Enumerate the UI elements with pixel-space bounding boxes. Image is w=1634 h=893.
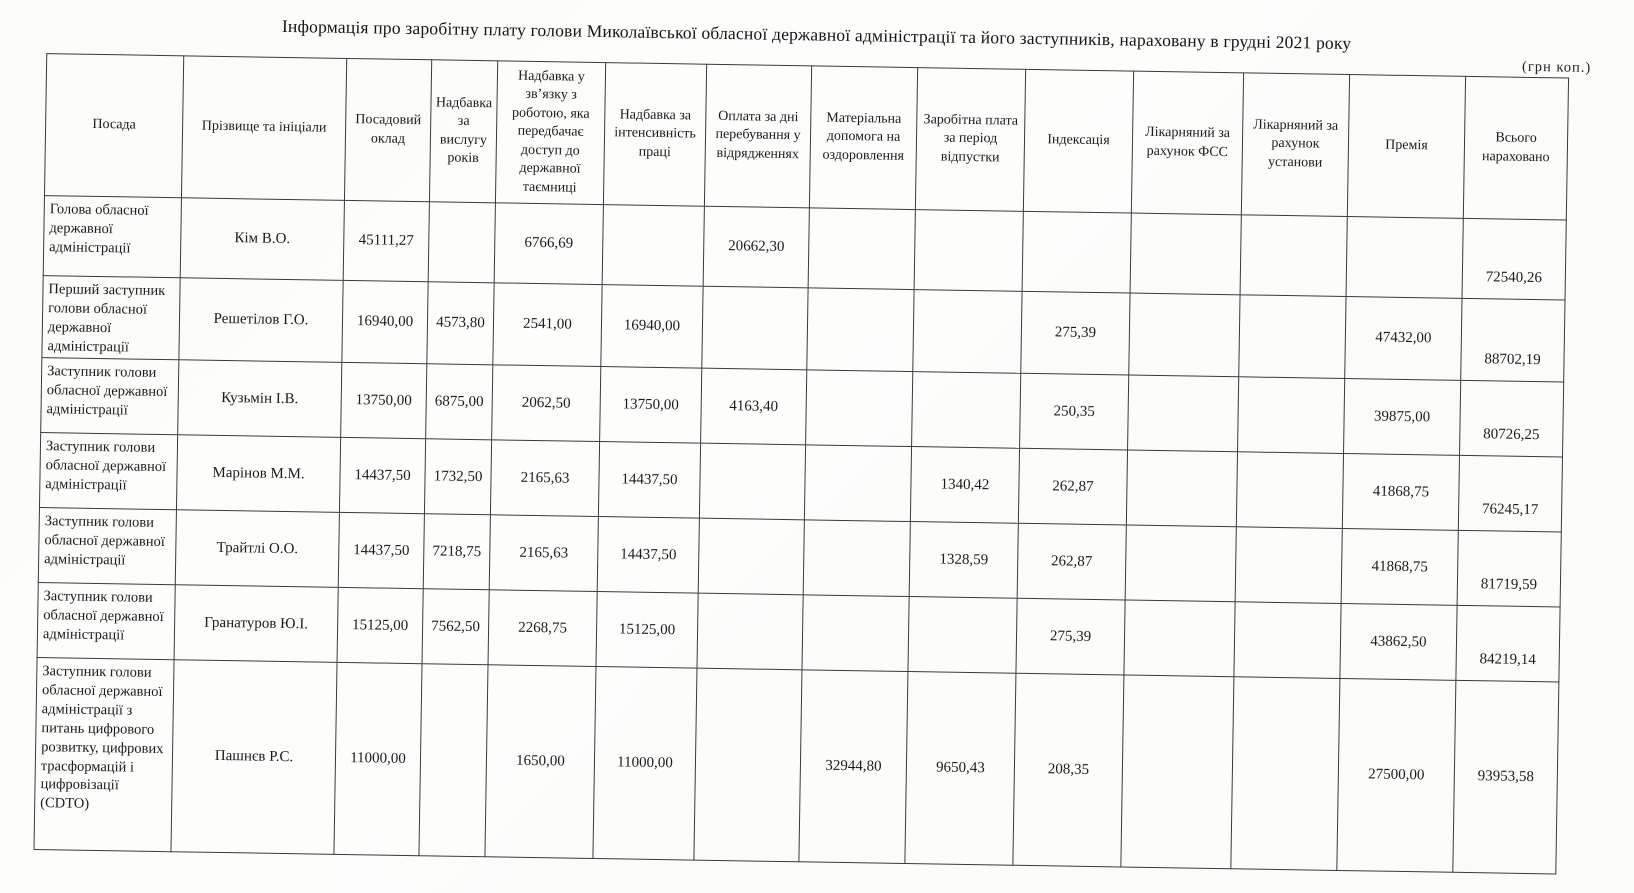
amount-cell [1240,215,1347,297]
document-title: Інформація про заробітну плату голови Миколаївської обласної державної адміністрації та його заступників, нараховану в грудні 2021 року [281,15,1352,54]
column-header: Матеріальна допомога на оздоровлення [809,66,917,210]
amount-cell: 1328,59 [909,522,1018,599]
total-cell: 84219,14 [1456,606,1560,683]
header-row [44,54,1568,220]
position-cell: Заступник голови обласної державної адміністрації [38,508,176,585]
amount-cell [1124,600,1235,677]
amount-cell: 47432,00 [1345,297,1462,381]
name-cell: Решетілов Г.О. [179,278,343,363]
amount-cell [1238,377,1345,454]
amount-cell [806,370,913,447]
amount-cell: 4163,40 [701,369,807,446]
amount-cell: 1650,00 [485,665,596,859]
amount-cell [694,669,802,863]
column-header: Лікарняний за рахунок установи [1241,73,1349,217]
currency-unit-note: (грн коп.) [1521,58,1592,76]
amount-cell: 250,35 [1020,374,1129,451]
amount-cell: 27500,00 [1337,679,1456,873]
column-header: Надбавка за інтенсивність праці [603,63,706,207]
amount-cell: 13750,00 [341,363,427,439]
amount-cell: 2268,75 [488,590,597,667]
amount-cell: 15125,00 [596,592,698,669]
amount-cell [1239,295,1346,379]
column-header: Індексація [1023,69,1133,213]
amount-cell [1130,213,1241,295]
name-cell: Марінов М.М. [176,435,340,513]
amount-cell [1235,527,1342,604]
amount-cell: 16940,00 [342,280,428,364]
column-header: Премія [1347,75,1465,219]
amount-cell: 262,87 [1018,449,1127,526]
table-row [34,658,1559,874]
amount-cell [802,595,909,672]
amount-cell [1121,675,1234,869]
total-cell: 72540,26 [1462,218,1566,300]
amount-cell: 14437,50 [339,438,425,514]
position-cell: Перший заступник голови обласної державної адміністрації [42,276,180,361]
amount-cell [698,519,804,596]
amount-cell: 13750,00 [600,367,702,444]
amount-cell: 1340,42 [910,447,1019,524]
amount-cell: 2165,63 [489,515,598,592]
name-cell: Гранатуров Ю.І. [174,585,338,663]
amount-cell: 6875,00 [426,364,493,440]
amount-cell [1128,375,1239,452]
amount-cell: 7562,50 [422,589,489,665]
total-cell: 76245,17 [1458,456,1562,533]
amount-cell [699,444,805,521]
amount-cell [803,520,910,597]
amount-cell: 11000,00 [334,663,422,856]
amount-cell [912,372,1021,449]
amount-cell [808,208,915,290]
total-cell: 88702,19 [1461,298,1565,382]
amount-cell: 45111,27 [343,200,429,281]
amount-cell: 275,39 [1016,599,1125,676]
name-cell: Кім В.О. [180,198,344,281]
amount-cell [913,290,1022,374]
column-header: Прізвище та ініціали [181,56,346,201]
amount-cell: 262,87 [1017,524,1126,601]
amount-cell [1022,211,1131,293]
amount-cell: 208,35 [1013,674,1124,868]
name-cell: Трайтлі О.О. [175,510,339,588]
amount-cell [1129,293,1240,377]
amount-cell [702,286,808,370]
position-cell: Заступник голови обласної державної адміністрації [41,358,179,435]
position-cell: Заступник голови обласної державної адміністрації з питань цифрового розвитку, цифрових трасформацій і цифровізації (CDTO) [34,658,174,852]
amount-cell: 2062,50 [492,365,601,442]
amount-cell: 20662,30 [703,206,809,288]
total-cell: 80726,25 [1459,381,1563,458]
amount-cell [1346,217,1463,299]
salary-table-header [44,54,1568,220]
position-cell: Заступник голови обласної державної адміністрації [39,433,177,510]
amount-cell [1126,450,1237,527]
column-header: Надбавка за вислугу років [429,60,497,203]
amount-cell: 275,39 [1021,291,1130,375]
salary-table-body [34,196,1566,875]
amount-cell [428,202,495,283]
position-cell: Голова обласної державної адміністрації [43,196,181,278]
column-header: Заробітна плата за період відпустки [915,68,1025,212]
amount-cell: 2165,63 [490,440,599,517]
amount-cell: 9650,43 [905,672,1016,866]
amount-cell [1231,677,1340,871]
column-header: Лікарняний за рахунок ФСС [1131,71,1243,215]
amount-cell: 2541,00 [493,283,602,367]
column-header: Посада [44,54,183,198]
document-sheet [0,7,1634,876]
amount-cell: 41868,75 [1341,529,1458,606]
amount-cell [602,205,704,287]
amount-cell [697,594,803,671]
amount-cell: 39875,00 [1344,379,1461,456]
amount-cell: 32944,80 [799,670,908,864]
amount-cell: 41868,75 [1342,454,1459,531]
total-cell: 93953,58 [1453,681,1559,875]
column-header: Оплата за дні перебування у відрядженнях [704,64,811,208]
amount-cell [419,664,488,857]
name-cell: Пашнєв Р.С. [171,660,337,855]
amount-cell [1236,452,1343,529]
column-header: Всього нараховано [1463,76,1568,220]
name-cell: Кузьмін І.В. [178,360,342,438]
total-cell: 81719,59 [1457,531,1561,608]
amount-cell [914,210,1023,292]
amount-cell [908,597,1017,674]
amount-cell: 7218,75 [423,514,490,590]
position-cell: Заступник голови обласної державної адміністрації [37,583,175,660]
amount-cell: 14437,50 [597,517,699,594]
column-header: Посадовий оклад [344,58,431,201]
amount-cell [804,445,911,522]
amount-cell [807,288,914,372]
salary-table [33,53,1569,875]
amount-cell: 43862,50 [1340,604,1457,681]
column-header: Надбавка у зв’язку з роботою, яка передбачає доступ до державної таємниці [495,61,605,205]
amount-cell: 1732,50 [424,439,491,515]
amount-cell: 11000,00 [593,667,697,861]
amount-cell [1234,602,1341,679]
amount-cell: 15125,00 [337,588,423,664]
amount-cell: 4573,80 [427,282,494,365]
amount-cell [1125,525,1236,602]
amount-cell: 6766,69 [494,203,603,285]
amount-cell: 14437,50 [598,442,700,519]
amount-cell: 14437,50 [338,513,424,589]
amount-cell: 16940,00 [601,285,703,369]
